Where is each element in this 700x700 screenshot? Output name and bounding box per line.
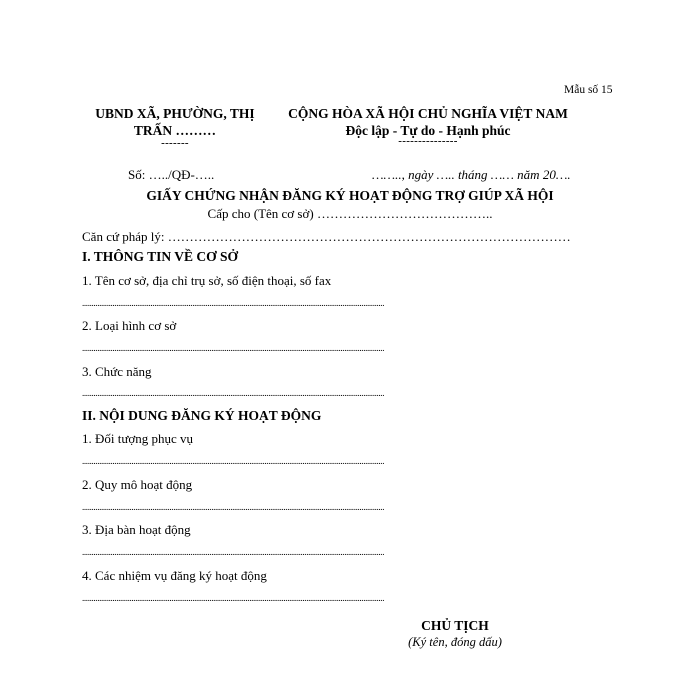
fill-line: ............................................................................................................................................................... <box>82 547 385 557</box>
section-2-item-3: 3. Địa bàn hoạt động <box>82 522 191 537</box>
signature-title: CHỦ TỊCH <box>421 618 489 633</box>
section-2-heading: II. NỘI DUNG ĐĂNG KÝ HOẠT ĐỘNG <box>82 408 322 423</box>
fill-line: ............................................................................................................................................................... <box>82 298 385 308</box>
issued-to: Cấp cho (Tên cơ sở) ………………………………….. <box>207 206 493 221</box>
issuing-authority-line2: TRẤN ……… <box>133 123 217 138</box>
national-separator: --------------- <box>398 135 458 147</box>
national-title: CỘNG HÒA XÃ HỘI CHỦ NGHĨA VIỆT NAM <box>288 106 568 121</box>
legal-basis: Căn cứ pháp lý: ………………………………………………………………………………… <box>82 229 571 244</box>
section-1-item-1: 1. Tên cơ sở, địa chỉ trụ sở, số điện thoại, số fax <box>82 273 332 288</box>
issuing-authority <box>84 105 266 139</box>
fill-line: ............................................................................................................................................................... <box>82 502 385 512</box>
document-date: …….., ngày ….. tháng …… năm 20…. <box>372 167 571 182</box>
national-motto: Độc lập - Tự do - Hạnh phúc <box>345 123 511 138</box>
national-header <box>278 105 578 139</box>
section-2-item-4: 4. Các nhiệm vụ đăng ký hoạt động <box>82 568 267 583</box>
form-number: Mẫu số 15 <box>564 84 613 96</box>
section-2-item-2: 2. Quy mô hoạt động <box>82 477 193 492</box>
section-1-heading: I. THÔNG TIN VỀ CƠ SỞ <box>82 249 239 264</box>
section-2-item-1: 1. Đối tượng phục vụ <box>82 431 194 446</box>
section-1-item-2: 2. Loại hình cơ sở <box>82 318 177 333</box>
document-title: GIẤY CHỨNG NHẬN ĐĂNG KÝ HOẠT ĐỘNG TRỢ GIÚP XÃ HỘI <box>146 188 554 203</box>
fill-line: ............................................................................................................................................................... <box>82 593 385 603</box>
fill-line: ............................................................................................................................................................... <box>82 456 385 466</box>
fill-line: ............................................................................................................................................................... <box>82 343 385 353</box>
document-number: Số: …../QĐ-….. <box>128 167 215 182</box>
section-1-item-3: 3. Chức năng <box>82 364 152 379</box>
authority-separator: ------- <box>161 137 189 149</box>
signature-note: (Ký tên, đóng dấu) <box>408 635 502 649</box>
issuing-authority-line1: UBND XÃ, PHƯỜNG, THỊ <box>95 106 255 121</box>
fill-line: ............................................................................................................................................................... <box>82 388 385 398</box>
